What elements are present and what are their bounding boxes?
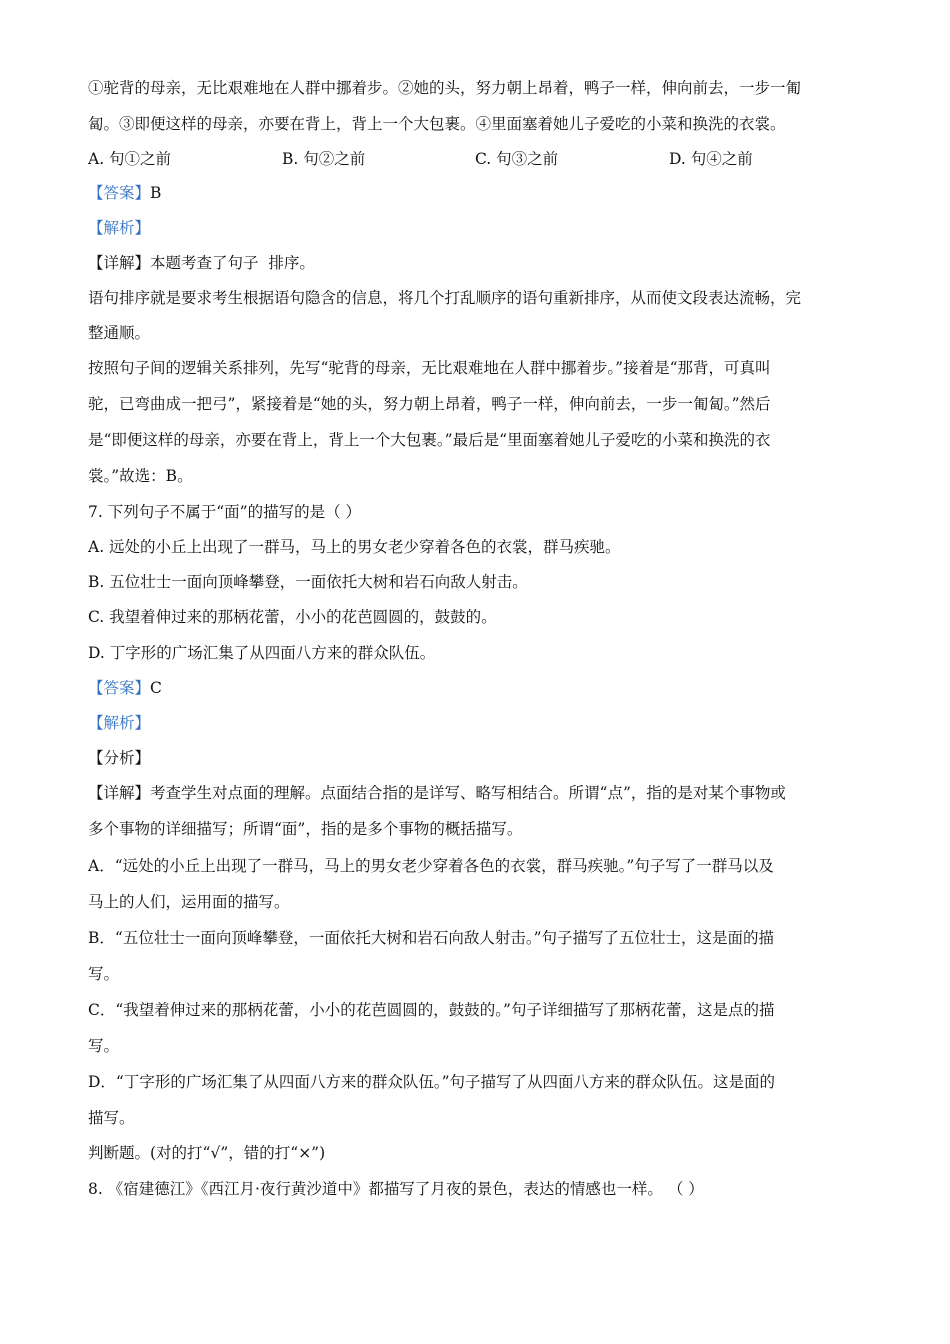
q6-option-b: B. 句②之前 bbox=[282, 150, 366, 168]
q7-detail-tag: 【详解】 bbox=[88, 784, 151, 802]
q7-explain-line-7: D．“丁字形的广场汇集了从四面八方来的群众队伍。”句子描写了从四面八方来的群众队伍。这是面的 bbox=[88, 1073, 776, 1091]
q7-option-c: C. 我望着伸过来的那柄花蕾，小小的花芭圆圆的，鼓鼓的。 bbox=[88, 608, 497, 626]
q6-explain-line-2: 整通顺。 bbox=[88, 324, 151, 342]
q7-explain-line-5: C．“我望着伸过来的那柄花蕾，小小的花芭圆圆的，鼓鼓的。”句子详细描写了那柄花蕾，这是点的描 bbox=[88, 1001, 775, 1019]
q7-answer bbox=[88, 678, 868, 698]
q6-passage-line-1: ①驼背的母亲，无比艰难地在人群中挪着步。②她的头，努力朝上昂着，鸭子一样，伸向前去，一步一匍 bbox=[88, 79, 802, 97]
q6-answer bbox=[88, 183, 868, 203]
q6-option-a: A. 句①之前 bbox=[88, 150, 172, 168]
q7-analysis bbox=[88, 713, 868, 733]
q6-answer-value: B bbox=[150, 184, 162, 202]
q6-explain-line-3: 按照句子间的逻辑关系排列，先写“驼背的母亲，无比艰难地在人群中挪着步。”接着是“那背，可真叫 bbox=[88, 359, 771, 377]
q6-explain-line-6: 裳。”故选：B。 bbox=[88, 467, 193, 485]
q7-explain-line-1: A．“远处的小丘上出现了一群马，马上的男女老少穿着各色的衣裳，群马疾驰。”句子写了一群马以及 bbox=[88, 857, 774, 875]
q6-detail bbox=[88, 253, 868, 273]
q7-explain-line-2: 马上的人们，运用面的描写。 bbox=[88, 893, 290, 911]
section-title: 判断题。(对的打“√”，错的打“×”) bbox=[88, 1144, 326, 1162]
q6-explain-line-1: 语句排序就是要求考生根据语句隐含的信息，将几个打乱顺序的语句重新排序，从而使文段表达流畅，完 bbox=[88, 289, 802, 307]
q8-question: 8. 《宿建德江》《西江月·夜行黄沙道中》都描写了月夜的景色，表达的情感也一样。 （ ） bbox=[88, 1180, 704, 1198]
q6-explain-line-5: 是“即便这样的母亲，亦要在背上，背上一个大包裹。”最后是“里面塞着她儿子爱吃的小菜和换洗的衣 bbox=[88, 431, 771, 449]
q6-explain-line-4: 驼，已弯曲成一把弓”，紧接着是“她的头，努力朝上昂着，鸭子一样，伸向前去，一步一匍匐。”然后 bbox=[88, 395, 771, 413]
q7-explain-line-8: 描写。 bbox=[88, 1109, 135, 1127]
q7-detail-line-2: 多个事物的详细描写；所谓“面”，指的是多个事物的概括描写。 bbox=[88, 820, 523, 838]
q6-passage-line-2: 匐。③即便这样的母亲，亦要在背上，背上一个大包裹。④里面塞着她儿子爱吃的小菜和换洗的衣裳。 bbox=[88, 115, 786, 133]
q7-question: 7. 下列句子不属于“面”的描写的是（ ） bbox=[88, 503, 361, 521]
q6-option-d: D. 句④之前 bbox=[669, 150, 753, 168]
q6-option-c: C. 句③之前 bbox=[475, 150, 559, 168]
q7-option-d: D. 丁字形的广场汇集了从四面八方来的群众队伍。 bbox=[88, 644, 436, 662]
q6-detail-text: 本题考查了句子 排序。 bbox=[150, 254, 315, 272]
q7-answer-tag: 【答案】 bbox=[88, 679, 151, 697]
q6-analysis bbox=[88, 218, 868, 238]
q7-detail bbox=[88, 783, 868, 803]
q7-explain-line-6: 写。 bbox=[88, 1037, 120, 1055]
q7-option-b: B. 五位壮士一面向顶峰攀登，一面依托大树和岩石向敌人射击。 bbox=[88, 573, 528, 591]
q7-explain-line-3: B．“五位壮士一面向顶峰攀登，一面依托大树和岩石向敌人射击。”句子描写了五位壮士，这是面的描 bbox=[88, 929, 774, 947]
q6-detail-tag: 【详解】 bbox=[88, 254, 151, 272]
q7-detail-line-1: 考查学生对点面的理解。点面结合指的是详写、略写相结合。所谓“点”，指的是对某个事物或 bbox=[150, 784, 786, 802]
q7-analysis-tag: 【解析】 bbox=[88, 714, 151, 732]
q7-option-a: A. 远处的小丘上出现了一群马，马上的男女老少穿着各色的衣裳，群马疾驰。 bbox=[88, 538, 621, 556]
q7-answer-value: C bbox=[150, 679, 162, 697]
q6-analysis-tag: 【解析】 bbox=[88, 219, 151, 237]
q6-answer-tag: 【答案】 bbox=[88, 184, 151, 202]
q7-fenxi: 【分析】 bbox=[88, 749, 151, 767]
q7-explain-line-4: 写。 bbox=[88, 965, 120, 983]
